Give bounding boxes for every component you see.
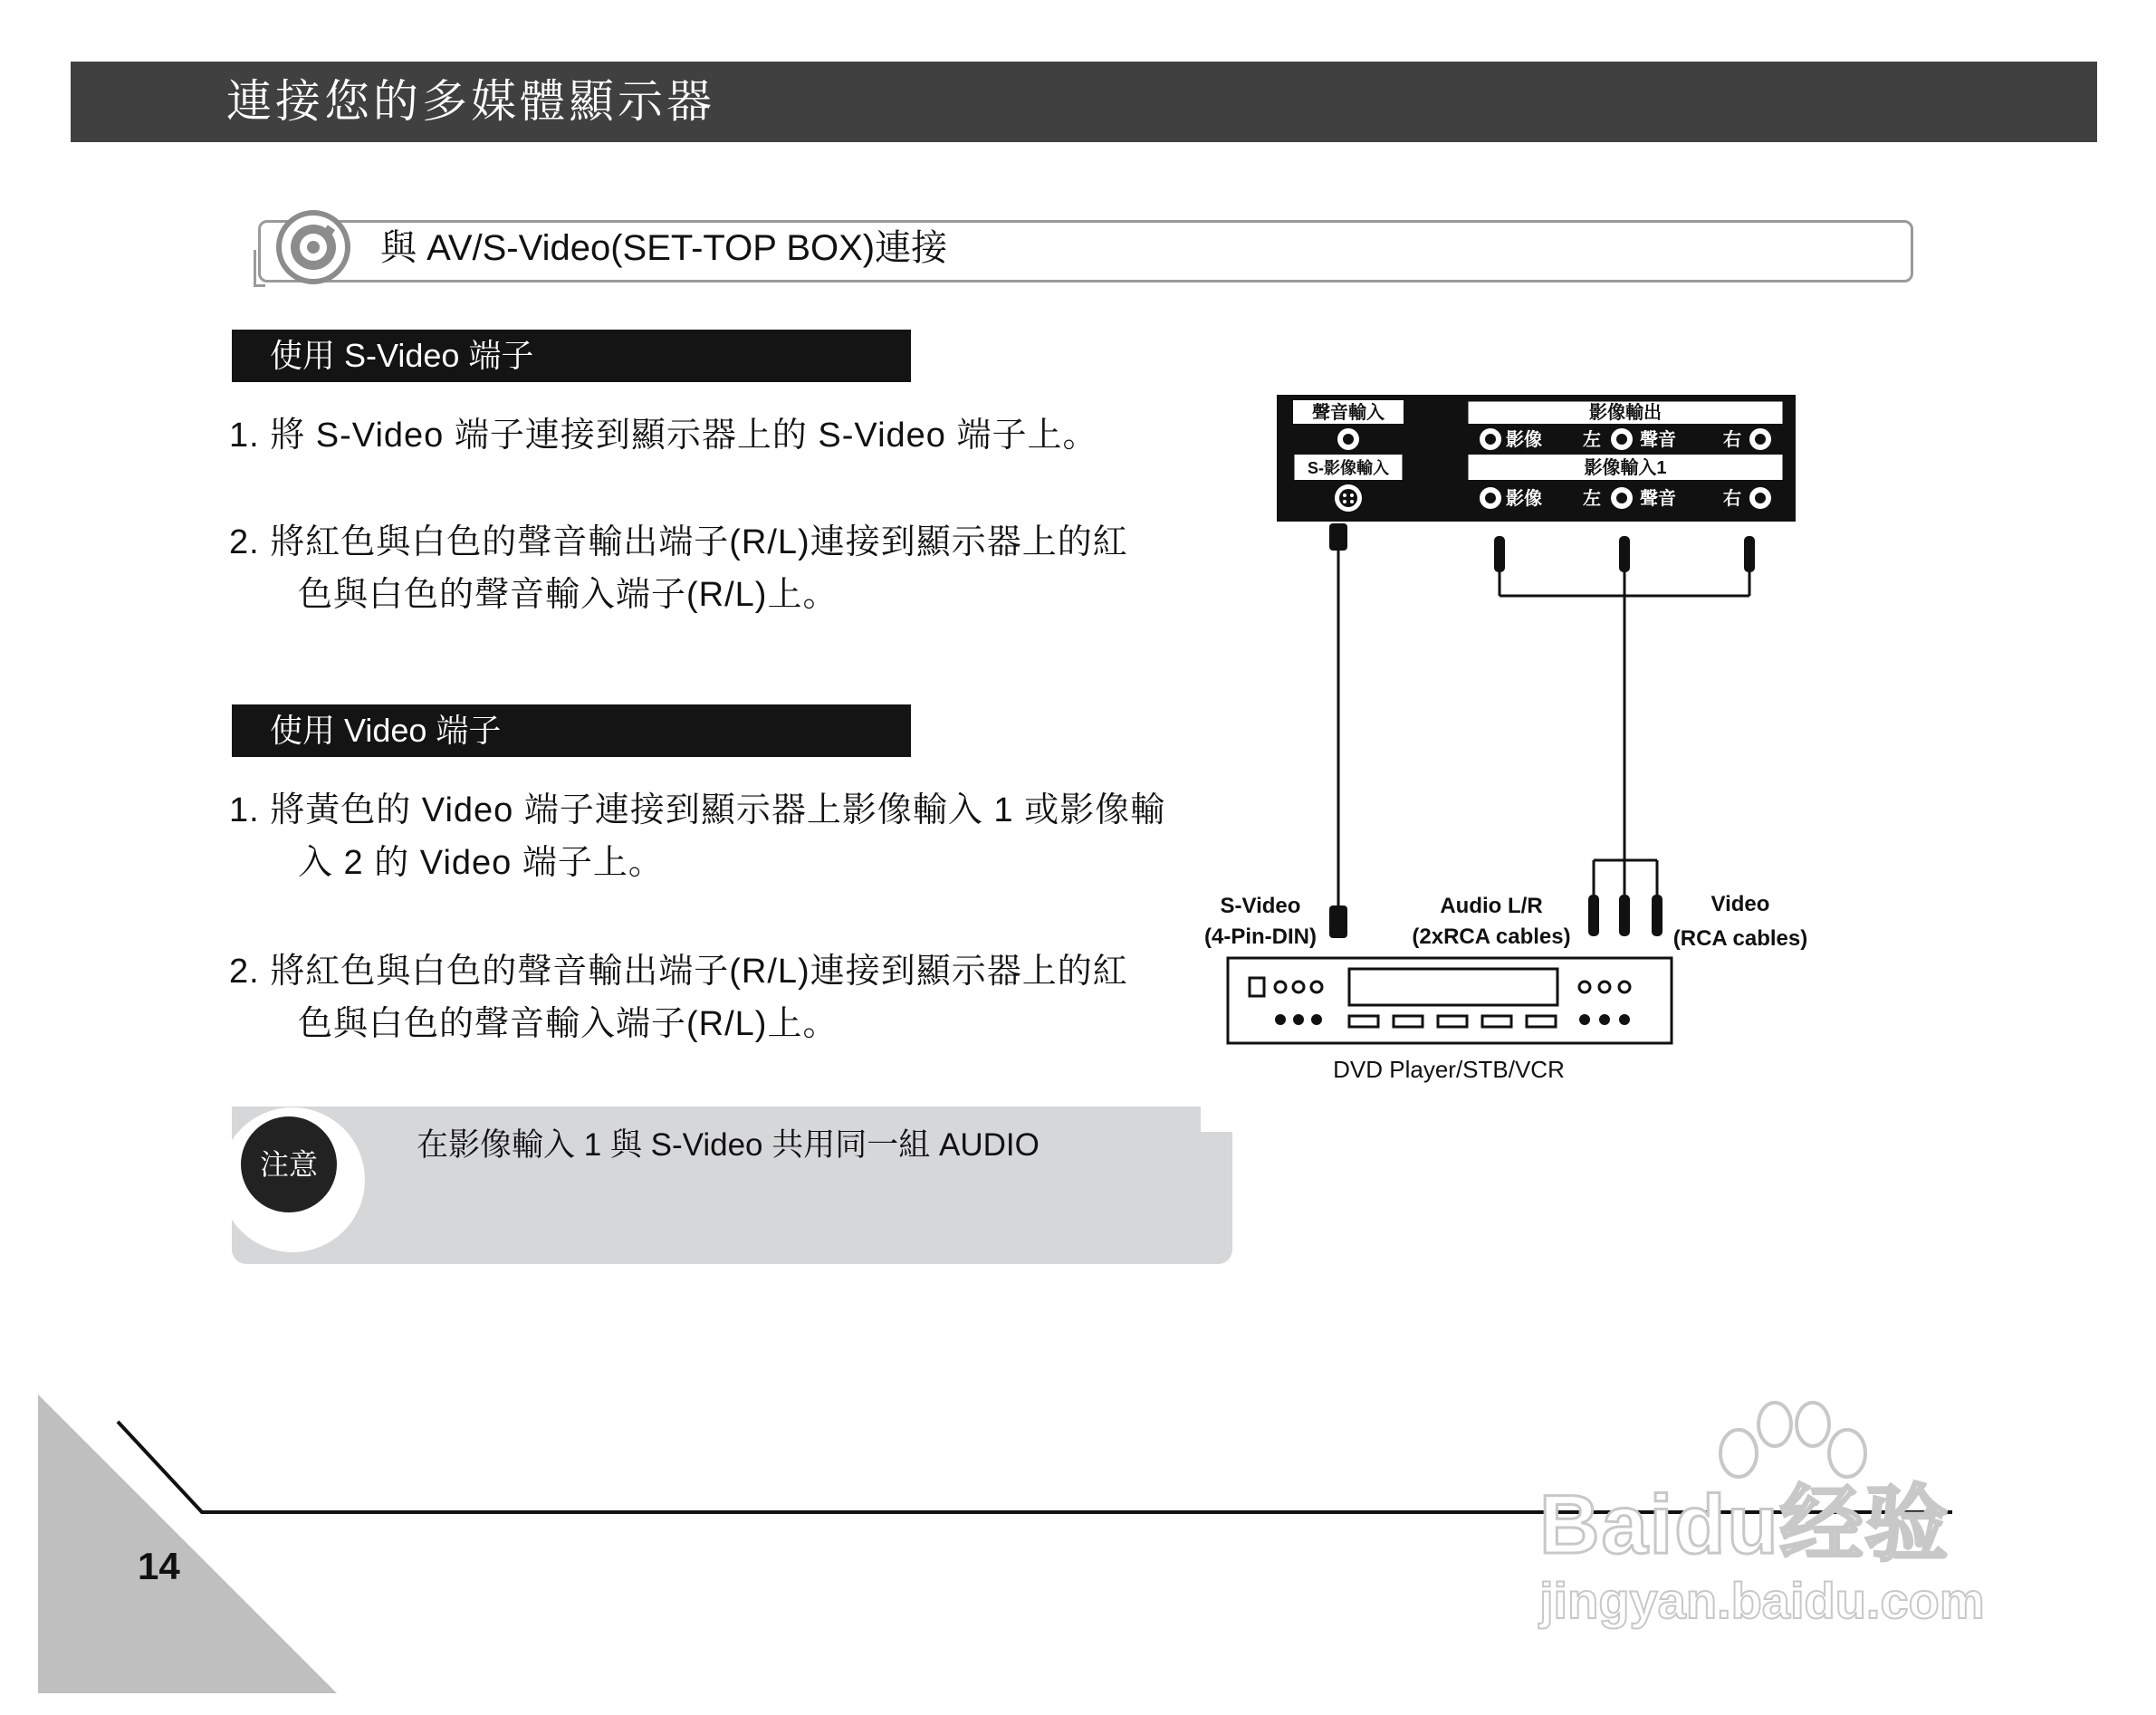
video-step-2-line1: 2. 將紅色與白色的聲音輸出端子(R/L)連接到顯示器上的紅 xyxy=(229,953,1128,991)
svideo-cable-sublabel: (4-Pin-DIN) xyxy=(1204,925,1317,949)
panel-video-in1-label: 影像輸入1 xyxy=(1584,458,1667,478)
video-cable-sublabel: (RCA cables) xyxy=(1672,926,1808,951)
video-step-1 xyxy=(229,784,1180,889)
video-cable-label: Video xyxy=(1710,892,1770,916)
audio-cable-label: Audio L/R xyxy=(1440,894,1543,918)
section-title: 與 AV/S-Video(SET-TOP BOX)連接 xyxy=(380,228,948,268)
note-icon: 注意 xyxy=(241,1116,337,1212)
svideo-step-2-line2: 色與白色的聲音輸入端子(R/L)上。 xyxy=(298,576,838,614)
panel-svideo-in-label: S-影像輸入 xyxy=(1308,459,1389,477)
in-left-label: 左 xyxy=(1583,489,1601,509)
panel-video-out-label: 影像輸出 xyxy=(1589,403,1662,423)
video-step-1-line2: 入 2 的 Video 端子上。 xyxy=(298,844,664,882)
out-right-label: 右 xyxy=(1723,430,1741,450)
in-video-label: 影像 xyxy=(1506,489,1542,509)
watermark-logo: Baidu经验 xyxy=(1539,1479,1950,1571)
connection-diagram xyxy=(1186,380,1838,1105)
watermark-url: jingyan.baidu.com xyxy=(1539,1572,1985,1629)
device-label: DVD Player/STB/VCR xyxy=(1333,1056,1565,1083)
device-display-icon xyxy=(1349,969,1557,1005)
display-rear-panel xyxy=(1277,395,1796,522)
page-title: 連接您的多媒體顯示器 xyxy=(226,75,715,128)
video-step-2-line2: 色與白色的聲音輸入端子(R/L)上。 xyxy=(298,1005,838,1043)
in-audio-label: 聲音 xyxy=(1640,489,1676,509)
note-text: 在影像輸入 1 與 S-Video 共用同一組 AUDIO xyxy=(417,1127,1040,1163)
svideo-step-2-line1: 2. 將紅色與白色的聲音輸出端子(R/L)連接到顯示器上的紅 xyxy=(229,523,1128,561)
video-step-2 xyxy=(229,945,1180,1050)
out-video-label: 影像 xyxy=(1506,430,1542,450)
plug-icons xyxy=(1329,523,1755,938)
video-heading: 使用 Video 端子 xyxy=(232,704,911,757)
page-number: 14 xyxy=(138,1545,180,1587)
in-right-label: 右 xyxy=(1723,489,1741,509)
out-left-label: 左 xyxy=(1583,430,1601,450)
dvd-player-device xyxy=(1228,958,1672,1043)
svideo-cable-label: S-Video xyxy=(1220,894,1301,918)
cables xyxy=(1338,548,1749,905)
video-step-1-line1: 1. 將黃色的 Video 端子連接到顯示器上影像輸入 1 或影像輸 xyxy=(229,791,1166,829)
svideo-step-2 xyxy=(229,516,1180,621)
audio-cable-sublabel: (2xRCA cables) xyxy=(1412,925,1571,949)
svideo-heading: 使用 S-Video 端子 xyxy=(232,330,911,382)
svideo-step-1: 1. 將 S-Video 端子連接到顯示器上的 S-Video 端子上。 xyxy=(229,417,1098,455)
note-box-notch xyxy=(1201,1107,1237,1132)
section-bullet-icon xyxy=(276,210,350,284)
panel-audio-in-label: 聲音輸入 xyxy=(1312,403,1385,423)
out-audio-label: 聲音 xyxy=(1640,430,1676,450)
